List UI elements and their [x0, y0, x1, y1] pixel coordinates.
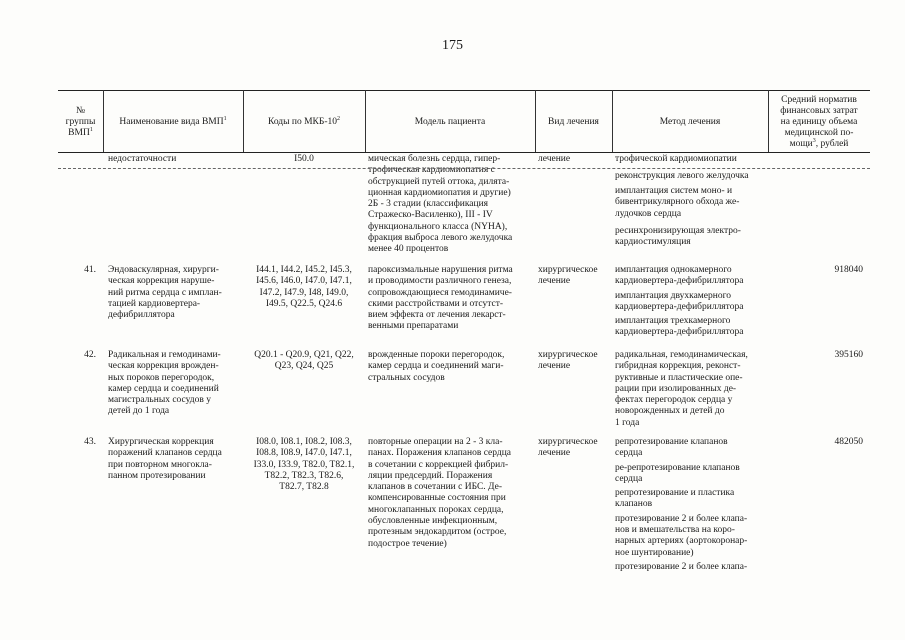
row-41-icd: I44.1, I44.2, I45.2, I45.3, I45.6, I46.0, I47.0, I47.1, I47.2, I47.9, I48, I49.0, I49.5, Q22.5, Q24.6 — [256, 265, 352, 309]
dashed-rule — [58, 168, 870, 169]
header-patient-model: Модель пациента — [414, 116, 486, 127]
row-42-treatment: хирургическое лечение — [538, 350, 598, 372]
row-42-model: врожденные пороки перегородок, камер сердца и соединений маги- стральных сосудов — [368, 350, 505, 383]
header-treatment-type: Вид лечения — [548, 116, 599, 127]
header-vmp-name: Наименование вида ВМП$^1$ — [119, 115, 227, 127]
row-41-name: Эндоваскулярная, хирурги- ческая коррекция наруше- ний ритма сердца с имплан- тацией кардиовертера- дефибриллятора — [108, 265, 222, 321]
header-icd-codes: Коды по МКБ-$10^2$ — [267, 115, 341, 127]
row-41-treatment: хирургическое лечение — [538, 265, 598, 287]
cont-method-4: ресинхронизирующая электро- кардиостимуляция — [615, 226, 741, 248]
row-42-methods: радикальная, гемодинамическая, гибридная коррекция, реконст- руктивные и пластические опе- рации при изолированных де- фектах перегородок сердца у новорожденных и детей до 1 года — [615, 350, 748, 428]
row-43-name: Хирургическая коррекция поражений клапанов сердца при повторном многокла- панном протезировании — [108, 437, 222, 481]
cont-method-3: имплантация систем моно- и бивентрикулярного обхода же- лудочков сердца — [615, 186, 740, 219]
row-43-number: 43. — [84, 437, 96, 447]
cont-model: мическая болезнь сердца, гипер- трофическая кардиомиопатия с обструкцией путей оттока, дилята- ционная кардиомиопатия и другие) 2Б - 3 стадии (классификация Стражеско-Василенко), III - IV функционального класса (NYHA), фракция выброса левого желудочка менее 40 процентов — [368, 154, 513, 255]
header-bottom-rule — [58, 152, 870, 153]
cont-icd: I50.0 — [294, 154, 314, 164]
page-number: 175 — [442, 38, 463, 53]
row-41-number: 41. — [84, 265, 96, 275]
header-top-rule — [58, 90, 870, 91]
row-43-model: повторные операции на 2 - 3 кла- панах. Поражения клапанов сердца в сочетании с коррекцией фибрил- ляции предсердий. Поражения клапанов в сочетании с ИБС. Де- компенсированные состояния при многоклапанных пороках сердца, обусловленные инфекционным, протезным эндокардитом (острое, подострое течение) — [368, 437, 511, 549]
row-43-cost: 482050 — [834, 437, 863, 447]
row-42-icd: Q20.1 - Q20.9, Q21, Q22, Q23, Q24, Q25 — [254, 350, 354, 372]
cont-treatment: лечение — [538, 154, 571, 164]
row-42-name: Радикальная и гемодинами- ческая коррекция врожден- ных пороков перегородок, камер сердца и соединений магистральных сосудов у детей до 1 года — [108, 350, 221, 417]
header-cost-standard: Средний норматив финансовых затрат на единицу объема медицинской по- мощи$^3$, рублей — [780, 94, 858, 149]
row-43-methods: репротезирование клапанов сердца ре-репротезирование клапанов сердца репротезирование и пластика клапанов протезирование 2 и более клапа- нов и вмешательства на коро- нарных артериях (аортокоронар- ное шунтирование) протезирование 2 и более клапа- — [615, 437, 748, 572]
row-42-number: 42. — [84, 350, 96, 360]
row-42-cost: 395160 — [834, 350, 863, 360]
row-43-icd: I08.0, I08.1, I08.2, I08.3, I08.8, I08.9, I47.0, I47.1, I33.0, I33.9, T82.0, T82.1, T82.2, T82.3, T82.6, T82.7, T82.8 — [253, 437, 355, 493]
cont-method-1: трофической кардиомиопатии — [615, 154, 737, 164]
header-treatment-method: Метод лечения — [659, 116, 721, 127]
row-43-treatment: хирургическое лечение — [538, 437, 598, 459]
row-41-cost: 918040 — [834, 265, 863, 275]
row-41-methods: имплантация однокамерного кардиовертера-дефибриллятора имплантация двухкамерного кардиовертера-дефибриллятора имплантация трехкамерного кардиовертера-дефибриллятора — [615, 265, 744, 338]
row-41-model: пароксизмальные нарушения ритма и проводимости различного генеза, сопровождающиеся гемодинамиче- скими расстройствами и отсутст- вием эффекта от лечения лекарст- венными препаратами — [368, 265, 513, 332]
header-group-number: № группы ВМП$^1$ — [65, 105, 96, 138]
cont-method-2: реконструкция левого желудочка — [615, 171, 749, 181]
cont-name: недостаточности — [108, 154, 177, 164]
